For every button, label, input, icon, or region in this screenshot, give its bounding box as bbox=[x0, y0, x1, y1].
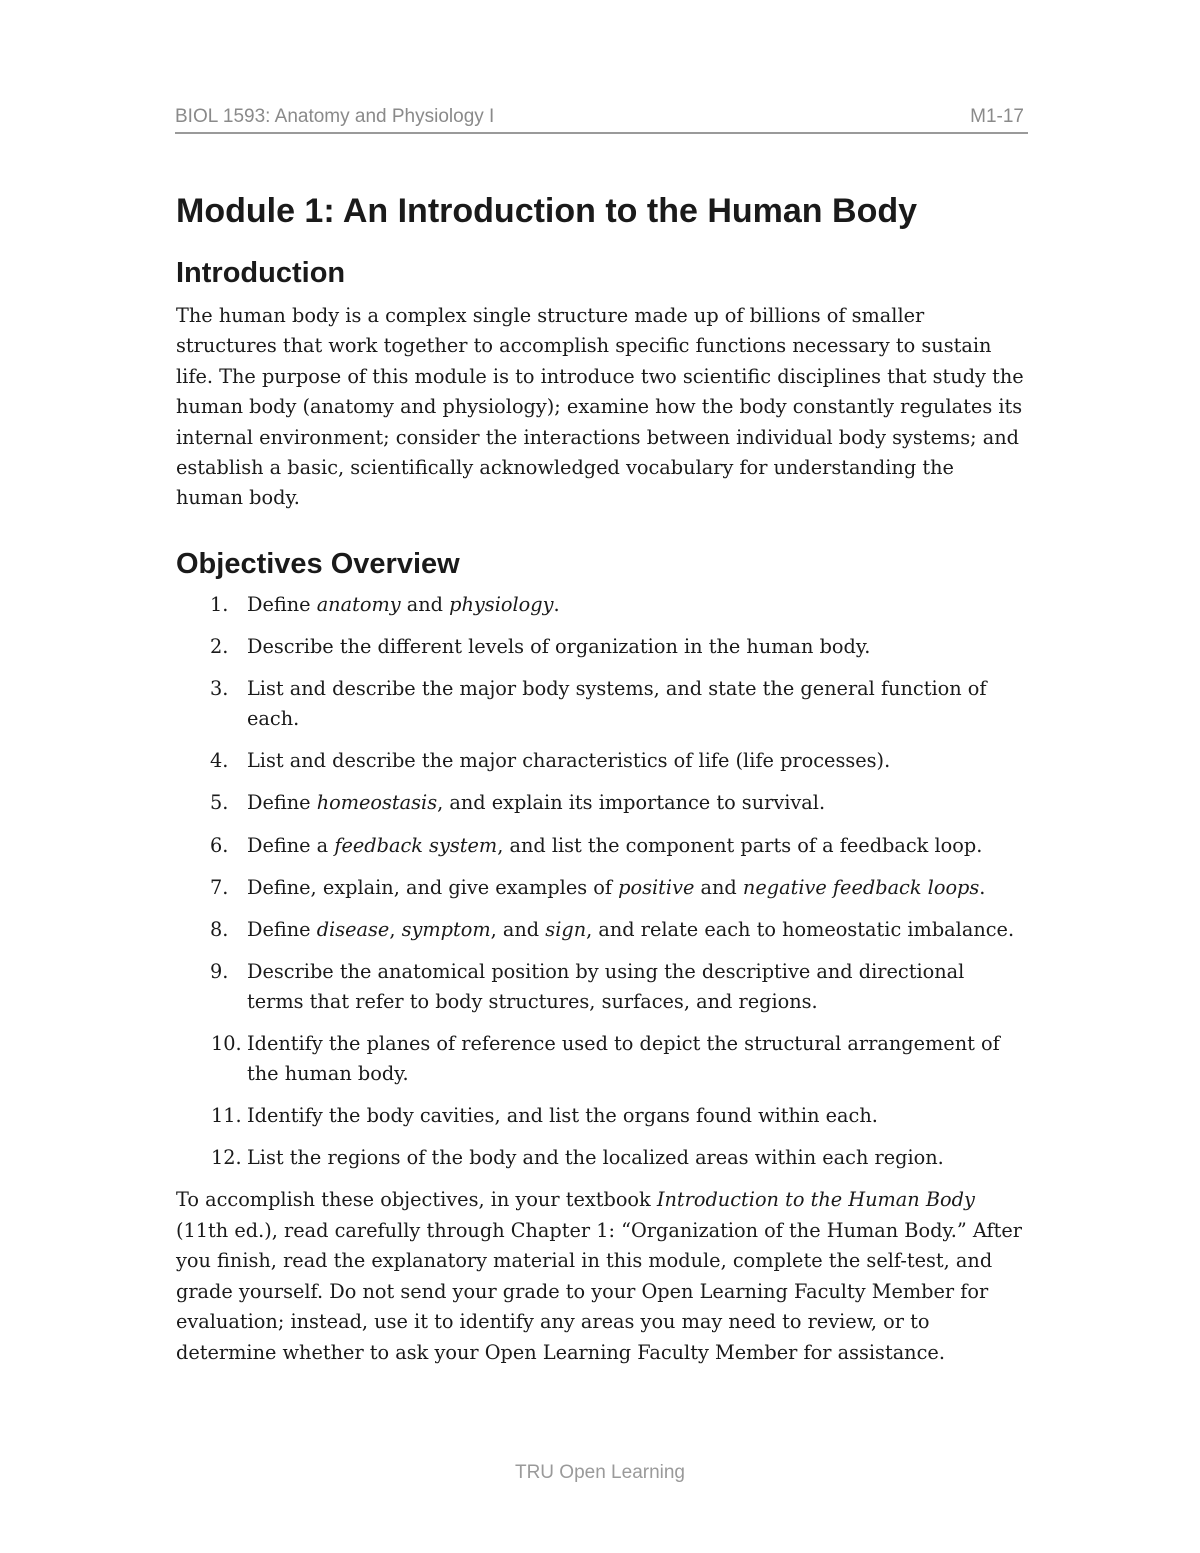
objective-number: 3. bbox=[210, 677, 229, 701]
objectives-list bbox=[176, 590, 1026, 1173]
objective-item bbox=[176, 1029, 1026, 1089]
text-run: . bbox=[553, 592, 560, 616]
italic-term: physiology bbox=[449, 592, 554, 616]
objective-number: 6. bbox=[210, 833, 229, 857]
text-run: Define bbox=[247, 791, 317, 815]
introduction-heading: Introduction bbox=[176, 257, 346, 289]
italic-term: symptom bbox=[401, 917, 491, 941]
page-header bbox=[175, 106, 1028, 134]
italic-term: negative feedback loops bbox=[742, 875, 980, 899]
italic-term: homeostasis bbox=[316, 791, 438, 815]
course-title: BIOL 1593: Anatomy and Physiology I bbox=[175, 106, 495, 127]
objective-number: 4. bbox=[210, 749, 229, 773]
text-run: Describe the different levels of organization in the human body. bbox=[247, 635, 871, 659]
italic-term: positive bbox=[618, 875, 695, 899]
objective-text bbox=[247, 791, 825, 814]
objective-text bbox=[247, 677, 987, 730]
objective-number: 9. bbox=[210, 960, 229, 984]
objective-text bbox=[247, 749, 890, 772]
objective-item bbox=[176, 590, 1026, 620]
objective-item bbox=[176, 957, 1026, 1017]
text-run: (11th ed.), read carefully through Chapter 1: “Organization of the Human Body.” After you finish, read the explanatory material in this module, complete the self-test, and grade yourself. Do not send your grade to your Open Learning Faculty Member for evaluation; instead, use it to identify any areas you may need to review, or to determine whether to ask your Open Learning Faculty Member for assistance. bbox=[176, 1218, 1022, 1364]
objective-number: 11. bbox=[211, 1104, 242, 1128]
text-run: , and list the component parts of a feedback loop. bbox=[497, 833, 983, 857]
document-body bbox=[176, 188, 1026, 1368]
objective-number: 2. bbox=[210, 635, 229, 659]
objective-item bbox=[176, 788, 1026, 818]
page-number: M1-17 bbox=[970, 106, 1024, 127]
page-footer: TRU Open Learning bbox=[514, 1462, 686, 1483]
text-run: and bbox=[400, 592, 450, 616]
text-run: Describe the anatomical position by using the descriptive and directional terms that refer to body structures, surfaces, and regions. bbox=[247, 960, 965, 1013]
objective-text bbox=[247, 593, 560, 616]
objective-text bbox=[247, 1032, 1000, 1085]
objective-item bbox=[176, 632, 1026, 662]
text-run: , and explain its importance to survival. bbox=[437, 791, 826, 815]
text-run: Identify the body cavities, and list the organs found within each. bbox=[247, 1104, 878, 1128]
italic-term: Introduction to the Human Body bbox=[656, 1188, 975, 1212]
text-run: , and relate each to homeostatic imbalance. bbox=[586, 917, 1015, 941]
text-run: List and describe the major body systems, and state the general function of each. bbox=[247, 677, 987, 731]
text-run: List the regions of the body and the localized areas within each region. bbox=[247, 1146, 944, 1170]
italic-term: anatomy bbox=[316, 592, 401, 616]
text-run: Define a bbox=[247, 833, 335, 857]
objectives-heading: Objectives Overview bbox=[176, 547, 460, 580]
text-run: . bbox=[979, 875, 986, 899]
italic-term: sign bbox=[545, 917, 587, 941]
italic-term: feedback system bbox=[334, 833, 498, 857]
module-title: Module 1: An Introduction to the Human Body bbox=[176, 192, 918, 230]
objective-item bbox=[176, 1101, 1026, 1131]
objective-item bbox=[176, 831, 1026, 861]
closing-paragraph bbox=[176, 1185, 1026, 1367]
objective-number: 10. bbox=[211, 1032, 242, 1056]
text-run: List and describe the major characteristics of life (life processes). bbox=[247, 749, 891, 773]
text-run: Define bbox=[247, 917, 317, 941]
text-run: , and bbox=[490, 917, 546, 941]
objective-text bbox=[247, 1146, 944, 1169]
objective-text bbox=[247, 876, 985, 899]
objective-item bbox=[176, 1143, 1026, 1173]
text-run: , bbox=[389, 917, 402, 941]
objective-item bbox=[176, 746, 1026, 776]
objective-item bbox=[176, 915, 1026, 945]
objective-text bbox=[247, 918, 1014, 941]
text-run: To accomplish these objectives, in your textbook bbox=[176, 1188, 657, 1212]
objective-number: 5. bbox=[210, 791, 229, 815]
objective-text bbox=[247, 834, 982, 857]
objective-text bbox=[247, 635, 870, 658]
introduction-paragraph: The human body is a complex single structure made up of billions of smaller structures that work together to accomplish specific functions necessary to sustain life. The purpose of this module is to introduce two scientific disciplines that study the human body (anatomy and physiology); examine how the body constantly regulates its internal environment; consider the interactions between individual body systems; and establish a basic, scientifically acknowledged vocabulary for understanding the human body. bbox=[176, 304, 1024, 510]
objective-item bbox=[176, 873, 1026, 903]
objective-text bbox=[247, 960, 964, 1013]
italic-term: disease bbox=[316, 917, 390, 941]
text-run: and bbox=[694, 875, 743, 899]
objective-number: 1. bbox=[210, 592, 229, 616]
objective-text bbox=[247, 1104, 878, 1127]
objective-number: 7. bbox=[210, 875, 229, 899]
objective-number: 8. bbox=[210, 917, 229, 941]
text-run: Define bbox=[247, 592, 317, 616]
text-run: Identify the planes of reference used to depict the structural arrangement of the human body. bbox=[247, 1032, 1000, 1085]
objective-item bbox=[176, 674, 1026, 734]
text-run: Define, explain, and give examples of bbox=[247, 875, 619, 899]
objective-number: 12. bbox=[211, 1146, 242, 1170]
